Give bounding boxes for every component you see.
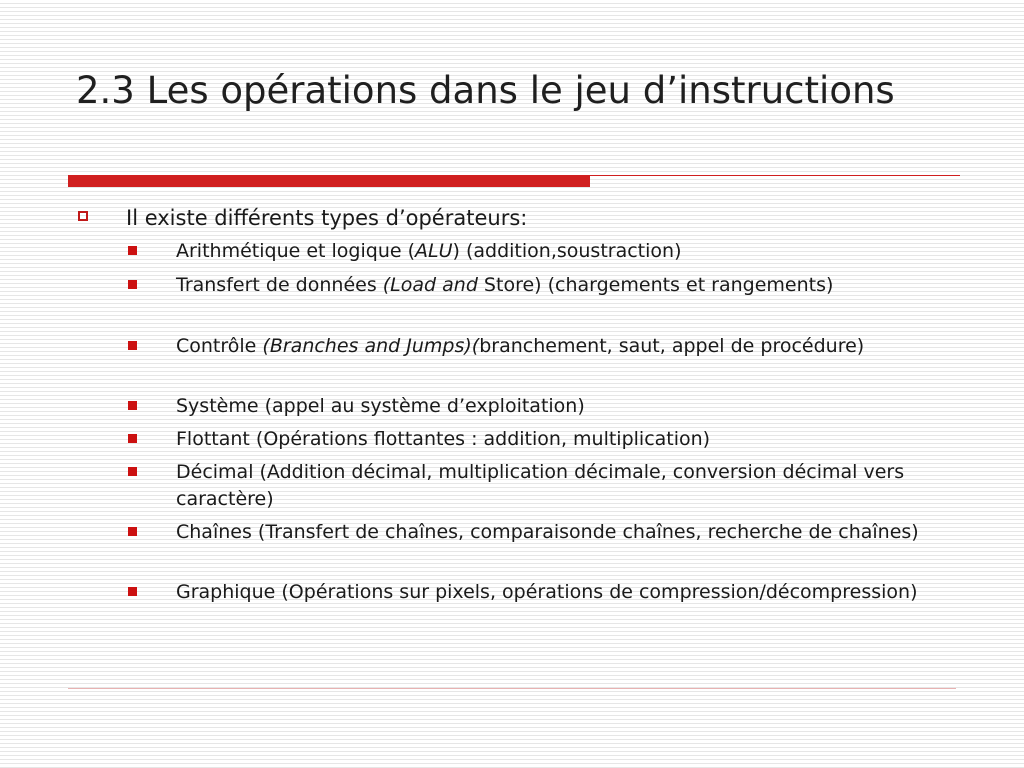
list-item-text: Contrôle (Branches and Jumps)(branchement, saut, appel de procédure) [176, 335, 865, 357]
filled-square-bullet-icon [128, 280, 137, 289]
level1-bullet-item [0, 202, 1024, 232]
filled-square-bullet-icon [128, 341, 137, 350]
footer-divider [68, 688, 956, 689]
filled-square-bullet-icon [128, 527, 137, 536]
filled-square-bullet-icon [128, 246, 137, 255]
hollow-square-bullet-icon [78, 211, 88, 221]
title-underline-thick [68, 176, 590, 187]
filled-square-bullet-icon [128, 467, 137, 476]
slide-title: 2.3 Les opérations dans le jeu d’instructions [76, 69, 895, 112]
filled-square-bullet-icon [128, 434, 137, 443]
list-item-text: Arithmétique et logique (ALU) (addition,soustraction) [176, 240, 682, 262]
list-item-text: Flottant (Opérations flottantes : addition, multiplication) [176, 428, 711, 450]
list-item-text: Système (appel au système d’exploitation) [176, 395, 585, 417]
list-item-text: Transfert de données (Load and Store) (chargements et rangements) [176, 274, 834, 296]
list-item-text: Chaînes (Transfert de chaînes, comparaisonde chaînes, recherche de chaînes) [176, 521, 919, 543]
list-item-text: Graphique (Opérations sur pixels, opérations de compression/décompression) [176, 581, 918, 603]
filled-square-bullet-icon [128, 401, 137, 410]
list-item-text: Décimal (Addition décimal, multiplication décimale, conversion décimal vers caractère) [176, 461, 905, 510]
level1-bullet-text: Il existe différents types d’opérateurs: [126, 206, 528, 230]
filled-square-bullet-icon [128, 587, 137, 596]
